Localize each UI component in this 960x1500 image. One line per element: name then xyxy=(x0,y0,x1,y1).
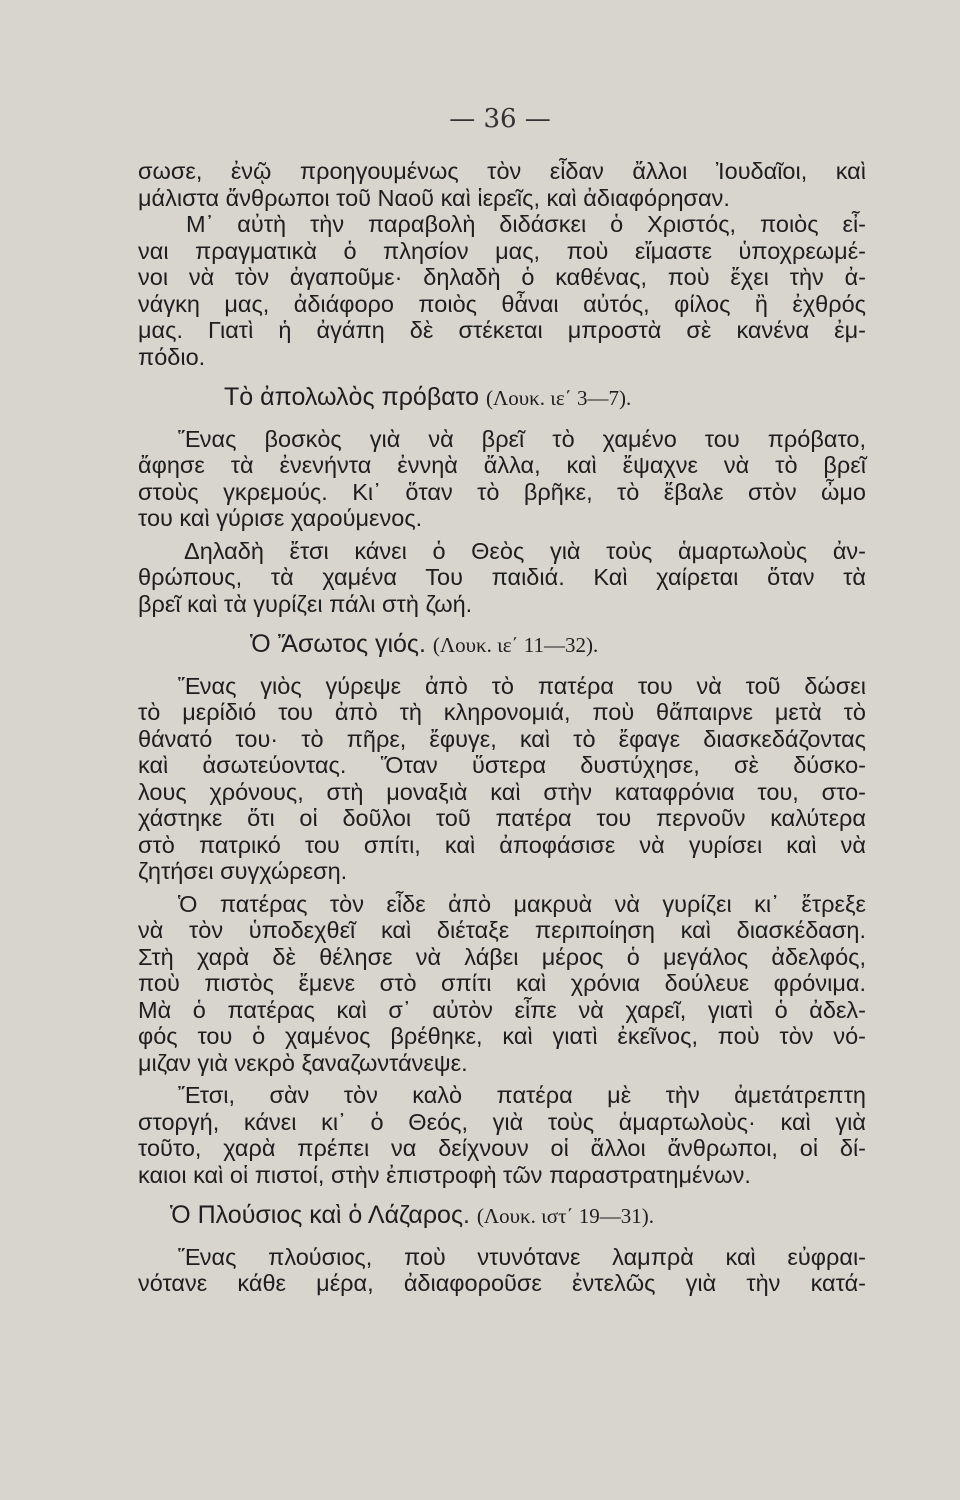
heading-title: Ὁ Ἄσωτος γιός. xyxy=(250,630,426,658)
text-line: Δηλαδὴ ἔτσι κάνει ὁ Θεὸς γιὰ τοὺς ἁμαρτωλοὺς ἀν- xyxy=(184,537,866,564)
text-line: λους χρόνους, στὴ μοναξιὰ καὶ στὴν καταφρόνια του, στο- xyxy=(138,778,866,805)
paragraph-lost-sheep-lesson xyxy=(138,538,866,618)
text-line: νότανε κάθε μέρα, ἀδιαφοροῦσε ἐντελῶς γιὰ τὴν κατά- xyxy=(138,1270,866,1296)
text-line: ναι πραγματικὰ ὁ πλησίον μας, ποὺ εἴμαστε ὑποχρεωμέ- xyxy=(138,237,866,264)
text-line: καὶ ἀσωτεύοντας. Ὅταν ὕστερα δυστύχησε, σὲ δύσκο- xyxy=(138,752,866,778)
paragraph-samaritan-ending xyxy=(138,158,866,211)
text-line: Ἕνας γιὸς γύρεψε ἀπὸ τὸ πατέρα του νὰ τοῦ δώσει xyxy=(178,672,866,699)
text-line: μιζαν γιὰ νεκρὸ ξαναζωντάνεψε. xyxy=(138,1049,468,1076)
text-line: μας. Γιατὶ ἡ ἀγάπη δὲ στέκεται μπροστὰ σὲ κανένα ἐμ- xyxy=(138,317,866,343)
text-line: θάνατό του· τὸ πῆρε, ἔφυγε, καὶ τὸ ἔφαγε διασκεδάζοντας xyxy=(138,725,866,752)
text-line: ποὺ πιστὸς ἔμενε στὸ σπίτι καὶ χρόνια δούλευε φρόνιμα. xyxy=(138,970,866,996)
text-line: στοργή, κάνει κι᾿ ὁ Θεός, γιὰ τοὺς ἁμαρτωλοὺς· καὶ γιὰ xyxy=(138,1108,866,1135)
page-number: — 36 — xyxy=(449,104,551,134)
text-line: Στὴ χαρὰ δὲ θέλησε νὰ λάβει μέρος ὁ μεγάλος ἀδελφός, xyxy=(138,943,866,970)
text-line: νάγκη μας, ἀδιάφορο ποιὸς θἆναι αὐτός, φίλος ἢ ἐχθρός xyxy=(138,290,866,317)
text-line: βρεῖ καὶ τὰ γυρίζει πάλι στὴ ζωή. xyxy=(138,590,473,617)
text-line: φός του ὁ χαμένος βρέθηκε, καὶ γιατὶ ἐκεῖνος, ποὺ τὸν νό- xyxy=(138,1023,866,1049)
text-line: θρώπους, τὰ χαμένα Του παιδιά. Καὶ χαίρεται ὅταν τὰ xyxy=(138,564,866,590)
text-line: Ἔτσι, σὰν τὸν καλὸ πατέρα μὲ τὴν ἀμετάτρεπτη xyxy=(178,1082,866,1108)
text-line: στοὺς γκρεμούς. Κι᾿ ὅταν τὸ βρῆκε, τὸ ἔβαλε στὸν ὦμο xyxy=(138,478,866,505)
text-line: Ἕνας βοσκὸς γιὰ νὰ βρεῖ τὸ χαμένο του πρόβατο, xyxy=(178,425,866,452)
heading-reference: (Λουκ. ιε΄ 3—7). xyxy=(486,386,632,410)
text-line: του καὶ γύρισε χαρούμενος. xyxy=(138,505,423,531)
paragraph-prodigal-lesson xyxy=(138,1082,866,1188)
text-line: τοῦτο, χαρὰ πρέπει να δείχνουν οἱ ἄλλοι ἄνθρωποι, οἱ δί- xyxy=(138,1135,866,1161)
heading-title: Τὸ ἀπολωλὸς πρόβατο xyxy=(224,383,480,411)
text-line: Μ᾿ αὐτὴ τὴν παραβολὴ διδάσκει ὁ Χριστός, ποιὸς εἶ- xyxy=(186,211,866,237)
text-line: χάστηκε ὅτι οἱ δοῦλοι τοῦ πατέρα του περνοῦν καλύτερα xyxy=(138,805,866,831)
paragraph-lost-sheep xyxy=(138,426,866,532)
text-line: νοι νὰ τὸν ἀγαποῦμε· δηλαδὴ ὁ καθένας, ποὺ ἔχει τὴν ἀ- xyxy=(138,264,866,290)
text-line: στὸ πατρικό του σπίτι, καὶ ἀποφάσισε νὰ γυρίσει καὶ νὰ xyxy=(138,831,866,858)
text-line: Ὁ πατέρας τὸν εἶδε ἀπὸ μακρυὰ νὰ γυρίζει κι᾿ ἔτρεξε xyxy=(178,890,866,917)
paragraph-rich-man xyxy=(138,1244,866,1297)
page-text xyxy=(138,158,866,1297)
text-line: τὸ μερίδιό του ἀπὸ τὴ κληρονομιά, ποὺ θἄπαιρνε μετὰ τὸ xyxy=(138,699,866,725)
text-line: πόδιο. xyxy=(138,343,206,370)
text-line: Ἕνας πλούσιος, ποὺ ντυνότανε λαμπρὰ καὶ εὐφραι- xyxy=(178,1243,866,1270)
text-line: ἄφησε τὰ ἐνενήντα ἐννηὰ ἄλλα, καὶ ἔψαχνε νὰ τὸ βρεῖ xyxy=(138,452,866,478)
text-line: ζητήσει συγχώρεση. xyxy=(138,858,348,884)
paragraph-prodigal-son xyxy=(138,673,866,885)
text-line: καιοι καὶ οἱ πιστοί, στὴν ἐπιστροφὴ τῶν παραστρατημένων. xyxy=(138,1161,751,1188)
text-line: νὰ τὸν ὑποδεχθεῖ καὶ διέταξε περιποίηση καὶ διασκέδαση. xyxy=(138,917,866,943)
section-heading-rich-man-lazarus xyxy=(138,1202,866,1230)
section-heading-lost-sheep xyxy=(138,384,866,412)
text-line: μάλιστα ἄνθρωποι τοῦ Ναοῦ καὶ ἱερεῖς, καὶ ἀδιαφόρησαν. xyxy=(138,184,730,211)
text-line: Μὰ ὁ πατέρας καὶ σ᾿ αὐτὸν εἶπε νὰ χαρεῖ, γιατὶ ὁ ἀδελ- xyxy=(138,996,866,1023)
heading-reference: (Λουκ. ιε΄ 11—32). xyxy=(432,633,599,657)
paragraph-samaritan-lesson xyxy=(138,211,866,370)
heading-reference: (Λουκ. ιστ΄ 19—31). xyxy=(476,1204,655,1228)
section-heading-prodigal-son xyxy=(138,631,866,659)
text-line: σωσε, ἐνῷ προηγουμένως τὸν εἶδαν ἄλλοι Ἰουδαῖοι, καὶ xyxy=(138,158,866,184)
paragraph-father-welcome xyxy=(138,891,866,1077)
heading-title: Ὁ Πλούσιος καὶ ὁ Λάζαρος. xyxy=(170,1201,470,1229)
